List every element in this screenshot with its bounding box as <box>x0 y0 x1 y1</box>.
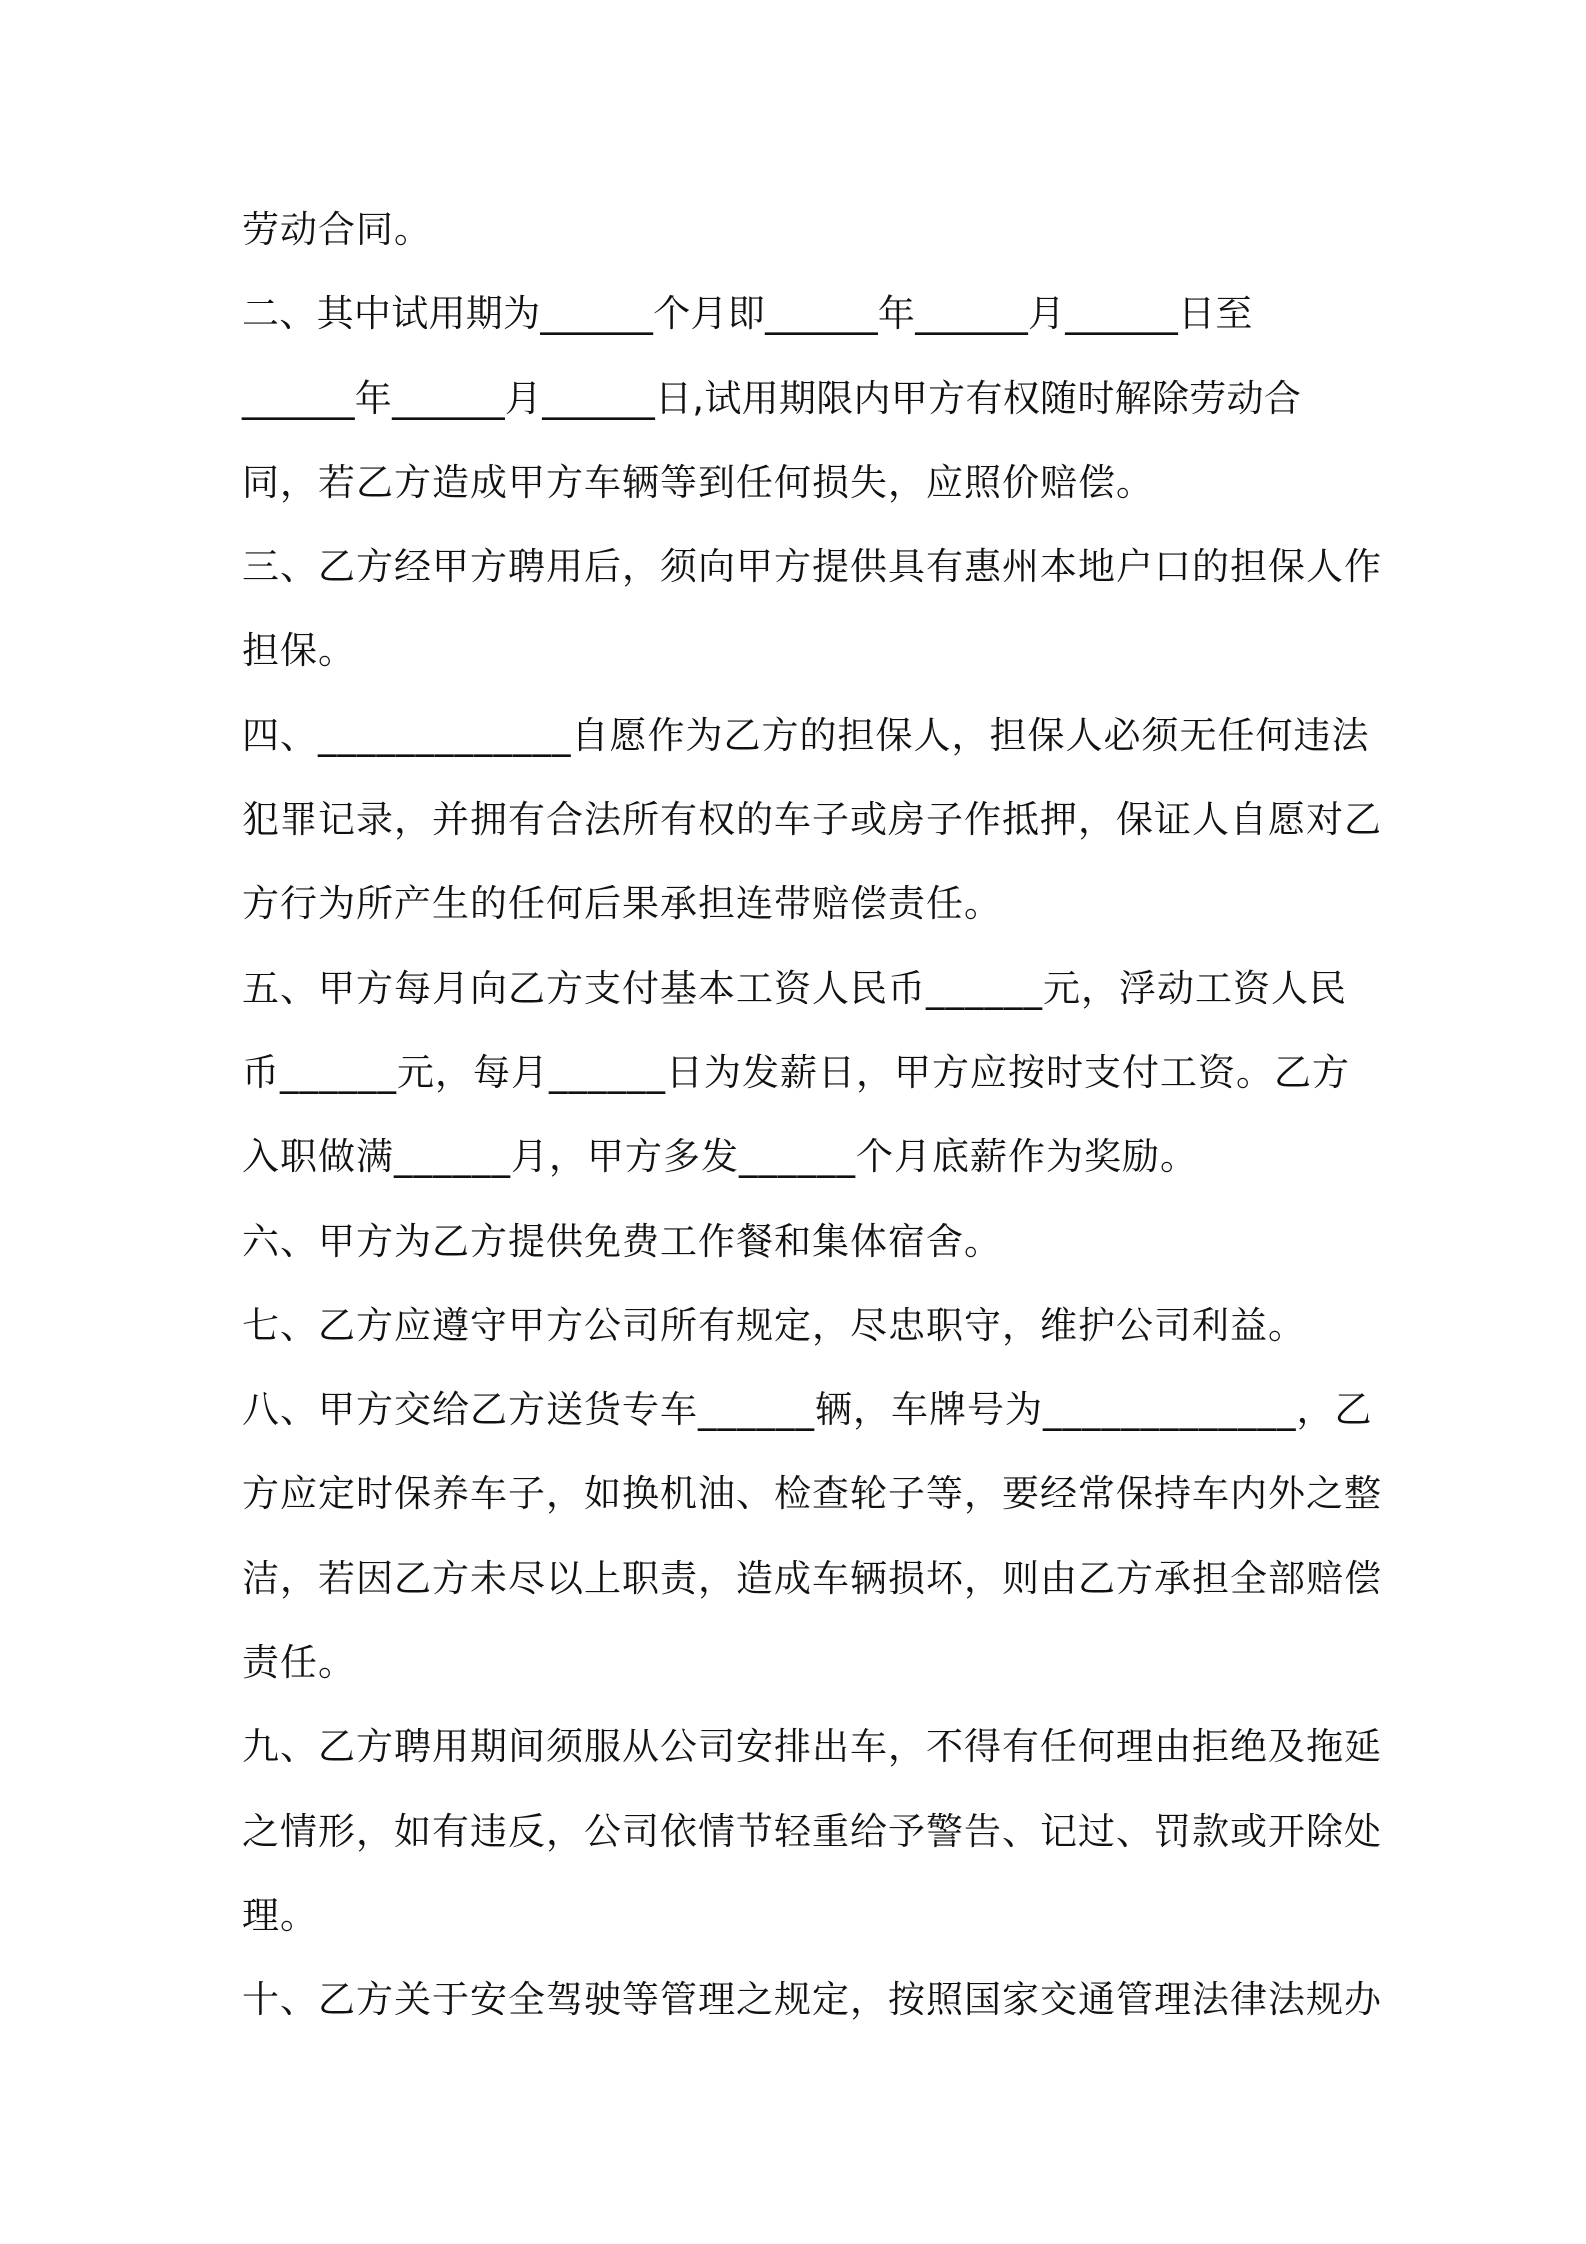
text-line: 入职做满______月，甲方多发______个月底薪作为奖励。 <box>242 1135 1198 1179</box>
clause-7-line: 七、乙方应遵守甲方公司所有规定，尽忠职守，维护公司利益。 <box>242 1303 1306 1347</box>
text-line: 方应定时保养车子，如换机油、检查轮子等，要经常保持车内外之整 <box>242 1472 1382 1516</box>
clause-2-line: 二、其中试用期为______个月即______年______月______日至 <box>242 292 1253 336</box>
clause-8-line: 八、甲方交给乙方送货专车______辆，车牌号为_____________，乙 <box>242 1388 1373 1432</box>
text-line: 劳动合同。 <box>242 208 432 251</box>
text-line: 之情形，如有违反，公司依情节轻重给予警告、记过、罚款或开除处 <box>242 1809 1382 1853</box>
clause-6-line: 六、甲方为乙方提供免费工作餐和集体宿舍。 <box>242 1219 1002 1263</box>
clause-9-line: 九、乙方聘用期间须服从公司安排出车，不得有任何理由拒绝及拖延 <box>242 1725 1382 1769</box>
contract-text <box>242 188 1382 2043</box>
text-line: 担保。 <box>242 629 356 673</box>
text-line: ______年______月______日,试用期限内甲方有权随时解除劳动合 <box>242 376 1302 420</box>
clause-4-line: 四、_____________自愿作为乙方的担保人，担保人必须无任何违法 <box>242 713 1370 757</box>
clause-3-line: 三、乙方经甲方聘用后，须向甲方提供具有惠州本地户口的担保人作 <box>242 545 1382 589</box>
clause-5-line: 五、甲方每月向乙方支付基本工资人民币______元，浮动工资人民 <box>242 966 1347 1010</box>
text-line: 洁，若因乙方未尽以上职责，造成车辆损坏，则由乙方承担全部赔偿 <box>242 1556 1382 1600</box>
text-line: 方行为所产生的任何后果承担连带赔偿责任。 <box>242 882 1002 926</box>
clause-10-line: 十、乙方关于安全驾驶等管理之规定，按照国家交通管理法律法规办 <box>242 1978 1382 2022</box>
text-line: 币______元，每月______日为发薪日，甲方应按时支付工资。乙方 <box>242 1050 1350 1094</box>
text-line: 理。 <box>242 1893 318 1937</box>
text-line: 同，若乙方造成甲方车辆等到任何损失，应照价赔偿。 <box>242 460 1154 504</box>
text-line: 责任。 <box>242 1641 356 1685</box>
text-line: 犯罪记录，并拥有合法所有权的车子或房子作抵押，保证人自愿对乙 <box>242 798 1382 842</box>
